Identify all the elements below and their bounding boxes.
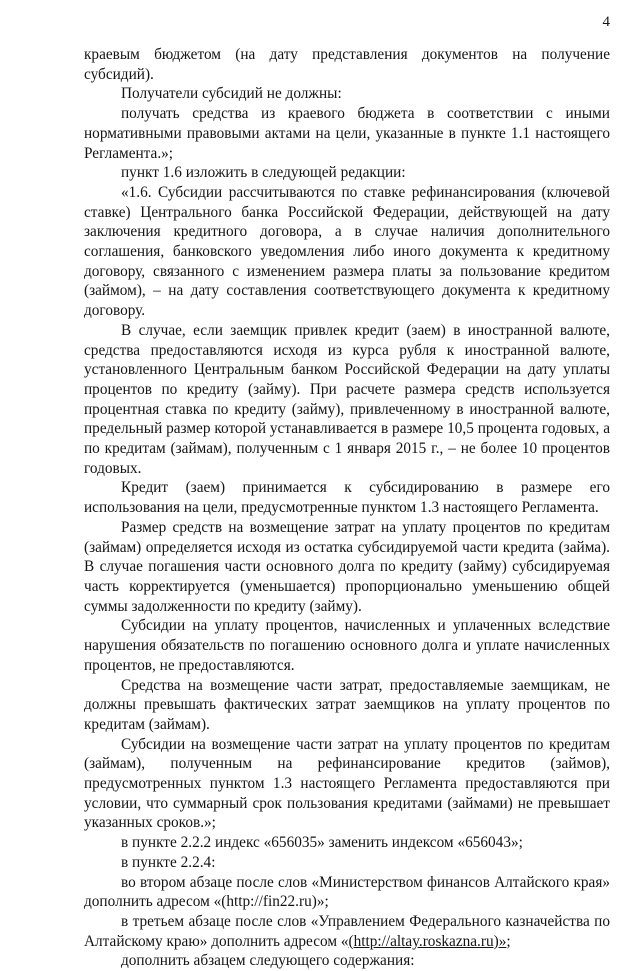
paragraph: Средства на возмещение части затрат, предоставляемые заемщикам, не должны превышать фактических затрат заемщиков на уплату процентов по кредитам (займам).	[84, 676, 610, 733]
paragraph: Субсидии на уплату процентов, начисленных и уплаченных вследствие нарушения обязательств по погашению основного долга и уплате начисленных процентов, не предоставляются.	[84, 617, 610, 674]
paragraph: Субсидии на возмещение части затрат на уплату процентов по кредитам (займам), полученным на рефинансирование кредитов (займов), предусмотренных пунктом 1.3 настоящего Регламента предоставляются при условии, что суммарный срок пользования кредитами (займами) не превышает указанных сроков.»;	[84, 735, 610, 832]
paragraph: краевым бюджетом (на дату представления документов на получение субсидий).	[84, 46, 610, 83]
document-body	[84, 45, 610, 971]
paragraph: пункт 1.6 изложить в следующей редакции:	[121, 164, 406, 182]
paragraph: во втором абзаце после слов «Министерством финансов Алтайского края» дополнить адресом «(http://fin22.ru)»;	[84, 873, 610, 911]
paragraph: получать средства из краевого бюджета в соответствии с иными нормативными правовыми актами на цели, указанные в пункте 1.1 настоящего Регламента.»;	[84, 105, 610, 162]
paragraph: в пункте 2.2.2 индекс «656035» заменить индексом «656043»;	[121, 834, 523, 852]
paragraph: Получатели субсидий не должны:	[121, 85, 342, 103]
paragraph: В случае, если заемщик привлек кредит (заем) в иностранной валюте, средства предоставляются исходя из курса рубля к иностранной валюте, установленного Центральным банком Российской Федерации на дату уплаты процентов по кредиту (займу). При расчете размера средств используется процентная ставка по кредиту (займу), привлеченному в иностранной валюте, предельный размер которой устанавливается в размере 10,5 процента годовых, а по кредитам (займам), полученным с 1 января 2015 г., – не более 10 процентов годовых.	[84, 321, 610, 477]
page-number: 4	[602, 14, 610, 30]
paragraph: в пункте 2.2.4:	[121, 853, 216, 871]
paragraph: дополнить абзацем следующего содержания:	[121, 952, 415, 970]
paragraph-text: в третьем абзаце после слов «Управлением Федерального казначейства по Алтайскому краю» дополнить адресом «	[84, 912, 610, 950]
paragraph: Размер средств на возмещение затрат на уплату процентов по кредитам (займам) определяется исходя из остатка субсидируемой части кредита (займа). В случае погашения части основного долга по кредиту (займу) субсидируемая часть корректируется (уменьшается) пропорционально уменьшению общей суммы задолженности по кредиту (займу).	[84, 518, 610, 615]
paragraph: Кредит (заем) принимается к субсидированию в размере его использования на цели, предусмотренные пунктом 1.3 настоящего Регламента.	[84, 479, 610, 517]
paragraph-with-link	[84, 912, 610, 951]
roskazna-link[interactable]: (http://altay.roskazna.ru)»	[348, 932, 507, 950]
paragraph-text: ;	[506, 932, 511, 950]
paragraph: «1.6. Субсидии рассчитываются по ставке рефинансирования (ключевой ставке) Центрального банка Российской Федерации, действующей на дату заключения кредитного договора, а в случае наличия дополнительного соглашения, банковского уведомления либо иного документа к кредитному договору, связанного с изменением размера платы за пользование кредитом (займом), – на дату составления соответствующего документа к кредитному договору.	[84, 183, 610, 320]
